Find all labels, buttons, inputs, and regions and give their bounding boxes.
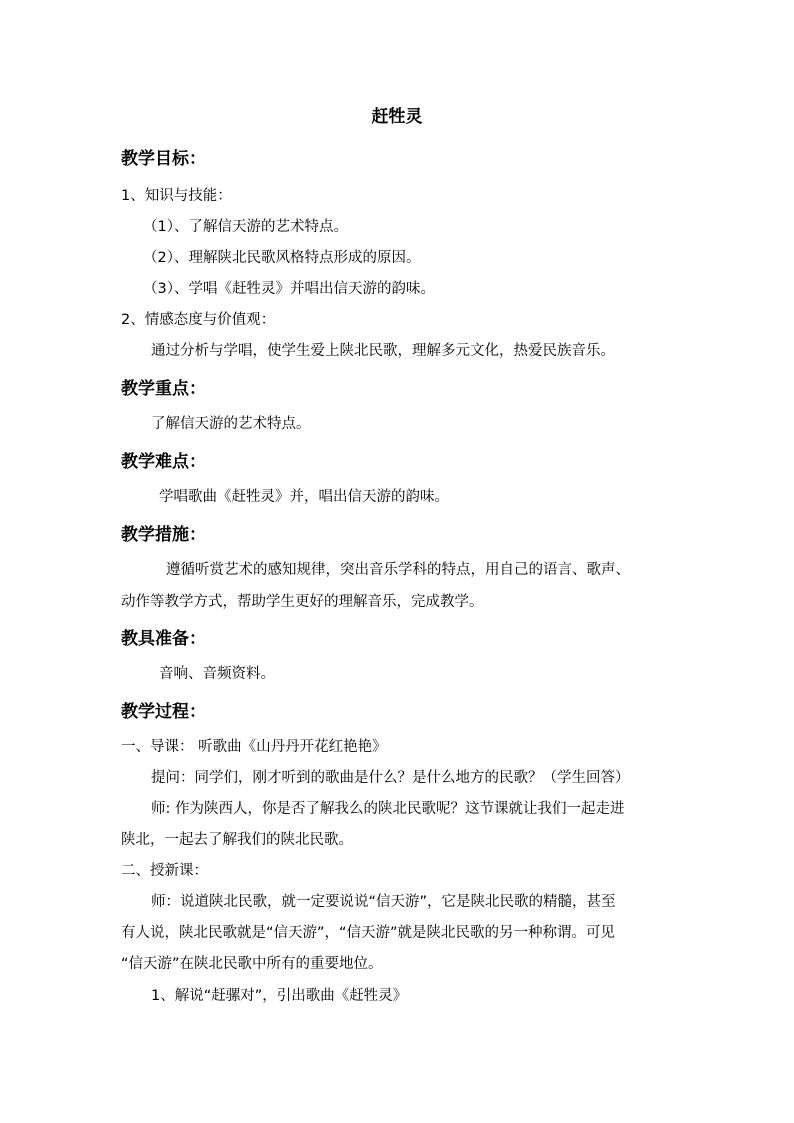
key-points-text: 了解信天游的艺术特点。 — [151, 416, 311, 432]
goals-item1-sub2: （2）、理解陕北民歌风格特点形成的原因。 — [143, 250, 421, 266]
goals-item1-sub3: （3）、学唱《赶牲灵》并唱出信天游的韵味。 — [143, 281, 435, 297]
difficulties-text: 学唱歌曲《赶牲灵》并，唱出信天游的韵味。 — [159, 489, 449, 505]
measures-text-line1: 遵循听赏艺术的感知规律，突出音乐学科的特点，用自己的语言、歌声、 — [166, 562, 630, 578]
heading-measures: 教学措施： — [121, 525, 206, 545]
document-title: 赶牲灵 — [371, 107, 423, 127]
goals-item2-text: 通过分析与学唱，使学生爱上陕北民歌，理解多元文化，热爱民族音乐。 — [151, 343, 615, 359]
process-new-item1: 1、解说“赶骡对”，引出歌曲《赶牲灵》 — [151, 988, 408, 1004]
process-new-teacher-line1: 师：说道陕北民歌，就一定要说说“信天游”，它是陕北民歌的精髓，甚至 — [151, 894, 616, 910]
measures-text-line2: 动作等教学方式，帮助学生更好的理解音乐，完成教学。 — [121, 594, 484, 610]
goals-item1-sub1: （1）、了解信天游的艺术特点。 — [143, 219, 348, 235]
process-new-teacher-line2: 有人说，陕北民歌就是“信天游”，“信天游”就是陕北民歌的另一种称谓。可见 — [121, 925, 616, 941]
process-intro-label: 一、导课： 听歌曲《山丹丹开花红艳艳》 — [121, 739, 387, 755]
heading-process: 教学过程： — [121, 702, 206, 722]
heading-difficulties: 教学难点： — [121, 452, 206, 472]
process-intro-teacher-line2: 陕北，一起去了解我们的陕北民歌。 — [121, 832, 353, 848]
materials-text: 音响、音频资料。 — [159, 666, 275, 682]
heading-key-points: 教学重点： — [121, 379, 206, 399]
goals-item2-label: 2、情感态度与价值观： — [121, 312, 276, 328]
heading-goals: 教学目标： — [121, 149, 206, 169]
process-intro-teacher-line1: 师: 作为陕西人，你是否了解我么的陕北民歌呢？这节课就让我们一起走进 — [151, 801, 625, 817]
heading-materials: 教具准备： — [121, 629, 206, 649]
process-intro-question: 提问：同学们，刚才听到的歌曲是什么？是什么地方的民歌？（学生回答） — [151, 770, 630, 786]
goals-item1-label: 1、知识与技能： — [121, 188, 232, 204]
process-new-label: 二、授新课： — [121, 863, 208, 879]
process-new-teacher-line3: “信天游”在陕北民歌中所有的重要地位。 — [121, 956, 383, 972]
